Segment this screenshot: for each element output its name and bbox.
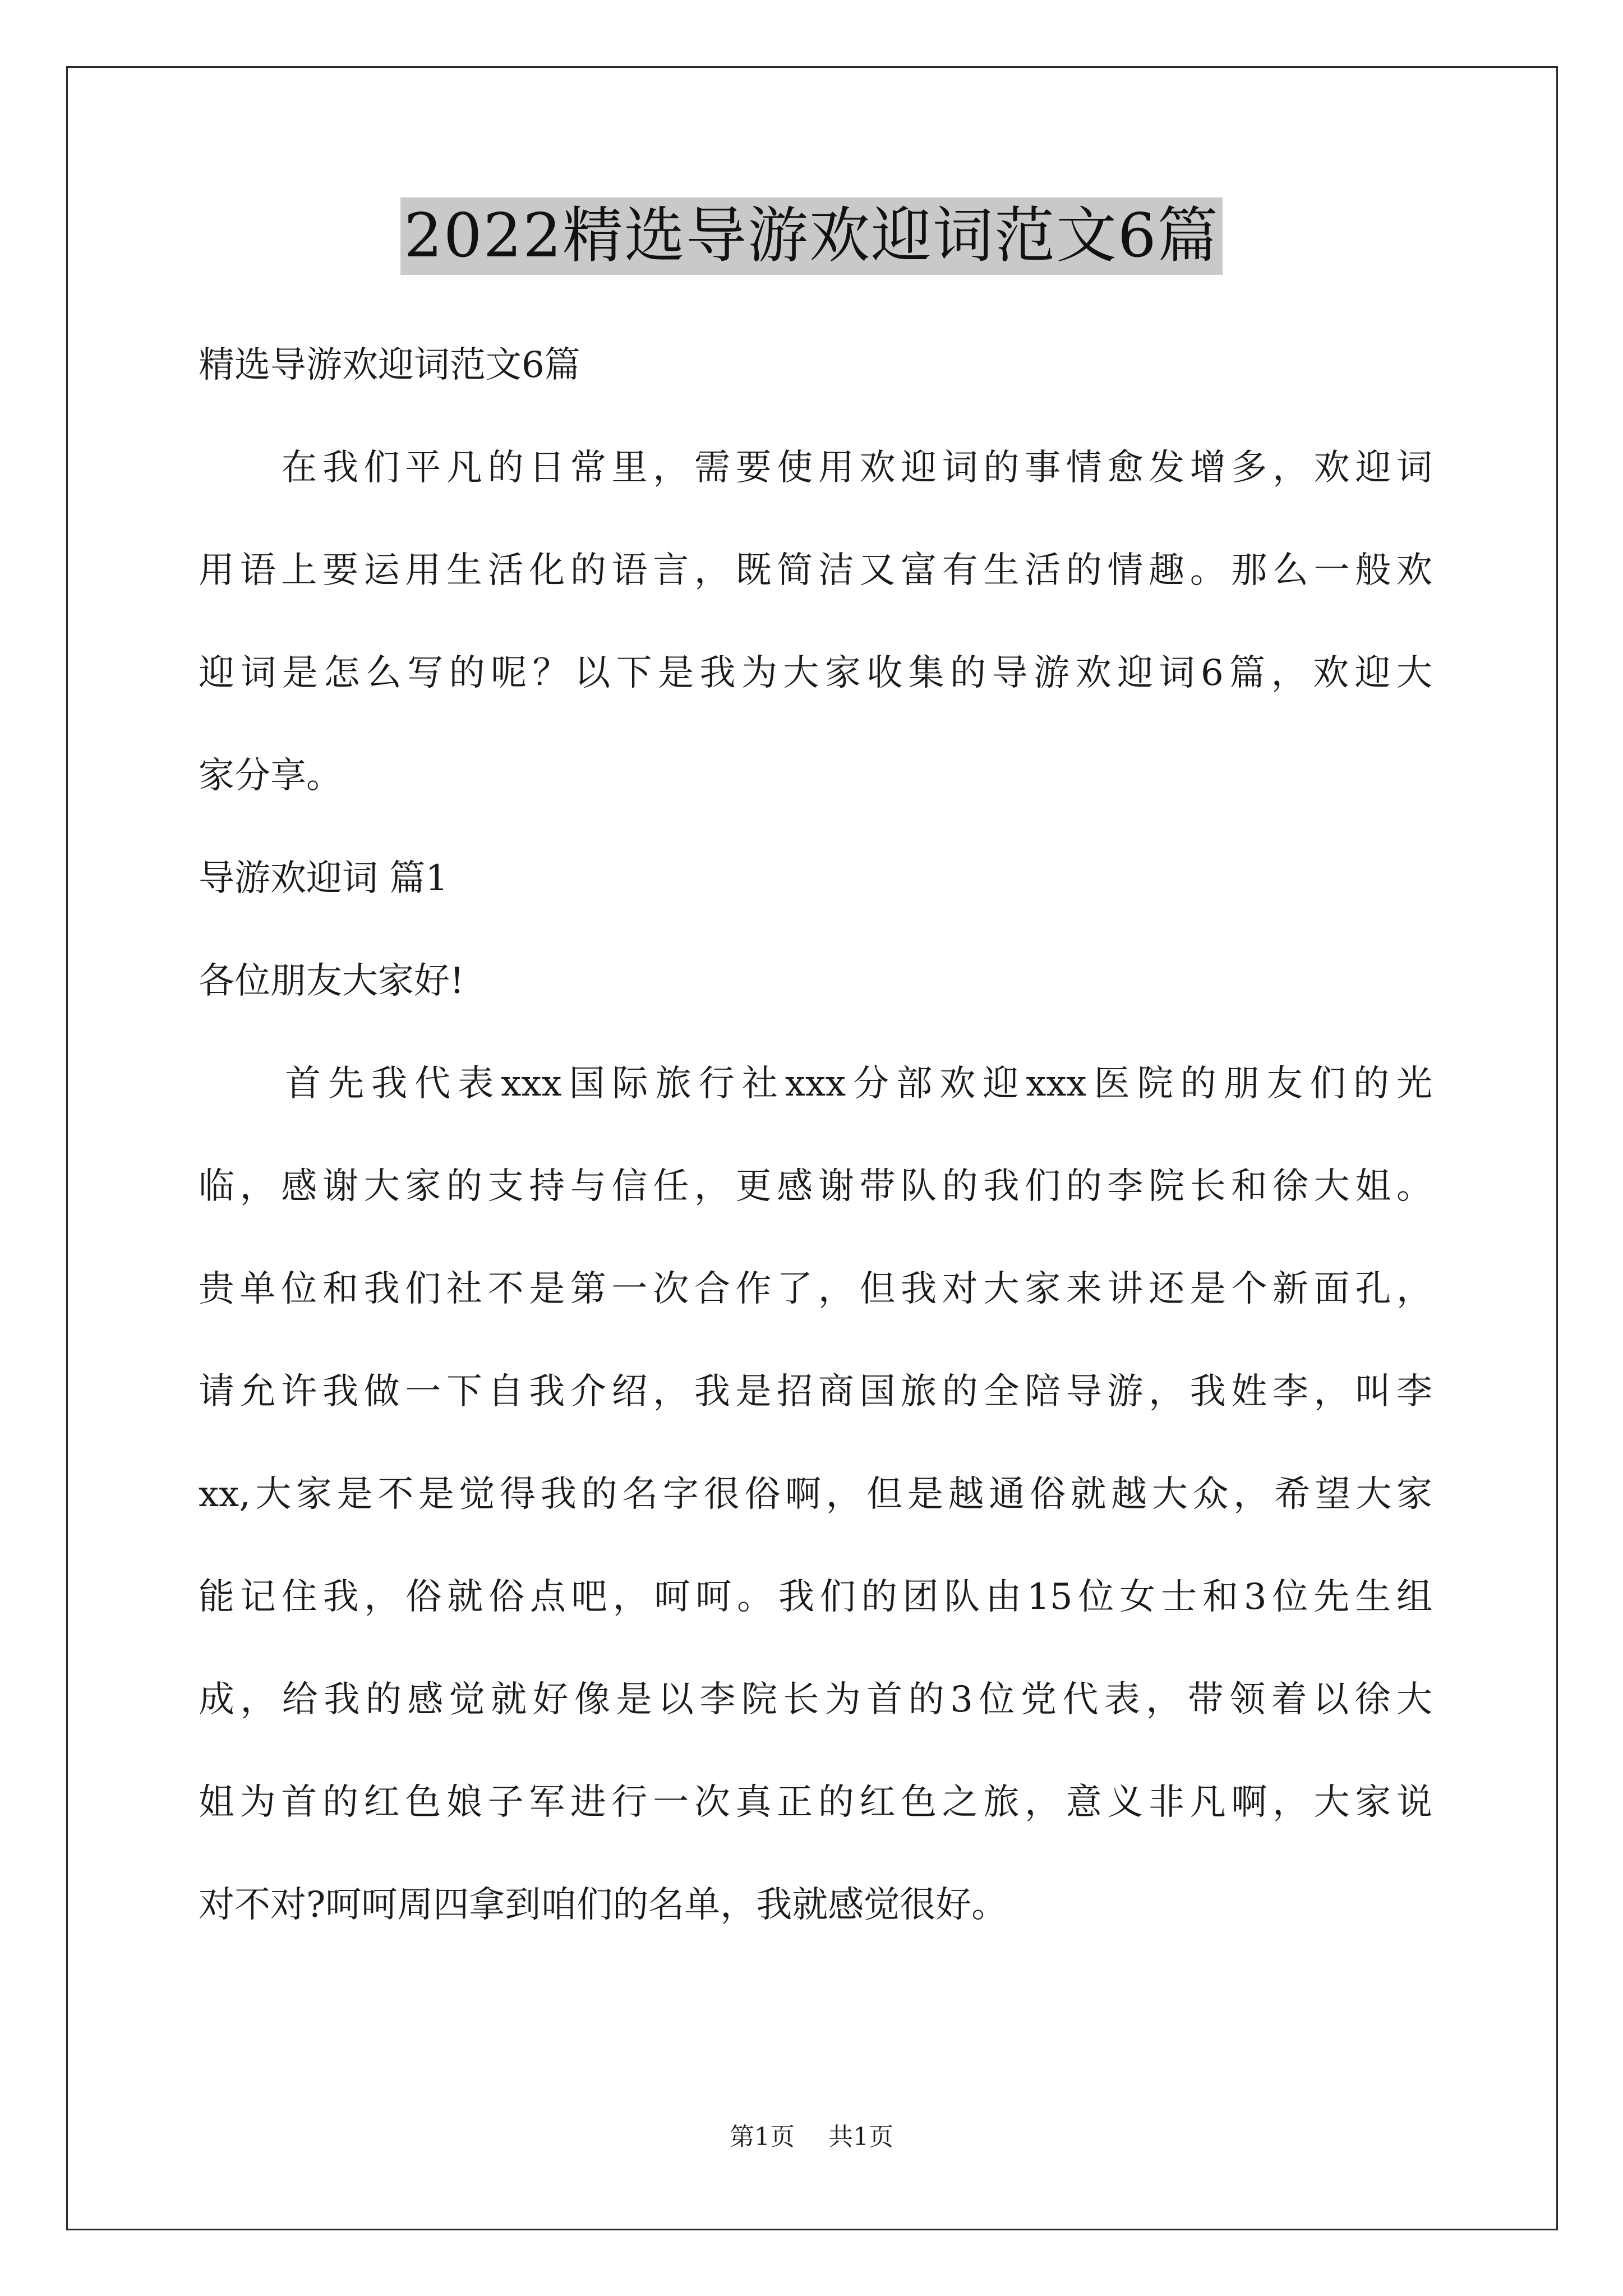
paragraph-line: 对不对?呵呵周四拿到咱们的名单，我就感觉很好。 <box>199 1884 1008 1926</box>
page-total: 共1页 <box>828 2123 893 2151</box>
paragraph-line: 迎词是怎么写的呢？以下是我为大家收集的导游欢迎词6篇，欢迎大 <box>199 652 1432 694</box>
subtitle-line: 精选导游欢迎词范文6篇 <box>199 344 580 386</box>
paragraph-line: 家分享。 <box>199 755 342 797</box>
paragraph-line: 在我们平凡的日常里，需要使用欢迎词的事情愈发增多，欢迎词 <box>199 447 1432 489</box>
document-body <box>199 314 1432 1957</box>
greeting-line: 各位朋友大家好! <box>199 960 464 1002</box>
title-container <box>0 197 1623 275</box>
paragraph-line: 贵单位和我们社不是第一次合作了，但我对大家来讲还是个新面孔， <box>199 1268 1432 1310</box>
paragraph-line: 首先我代表xxx国际旅行社xxx分部欢迎xxx医院的朋友们的光 <box>199 1063 1432 1105</box>
paragraph-line: 成，给我的感觉就好像是以李院长为首的3位党代表，带领着以徐大 <box>199 1679 1432 1720</box>
page-number: 第1页 <box>730 2123 795 2151</box>
document-title: 2022精选导游欢迎词范文6篇 <box>400 197 1223 275</box>
paragraph-line: 请允许我做一下自我介绍，我是招商国旅的全陪导游，我姓李，叫李 <box>199 1371 1432 1412</box>
section-heading: 导游欢迎词 篇1 <box>199 858 449 899</box>
paragraph-line: 临，感谢大家的支持与信任，更感谢带队的我们的李院长和徐大姐。 <box>199 1166 1432 1207</box>
paragraph-line: 能记住我，俗就俗点吧，呵呵。我们的团队由15位女士和3位先生组 <box>199 1576 1432 1618</box>
page-footer <box>0 2120 1623 2154</box>
paragraph-line: 用语上要运用生活化的语言，既简洁又富有生活的情趣。那么一般欢 <box>199 550 1432 591</box>
paragraph-line: 姐为首的红色娘子军进行一次真正的红色之旅，意义非凡啊，大家说 <box>199 1782 1432 1823</box>
paragraph-line: xx,大家是不是觉得我的名字很俗啊，但是越通俗就越大众，希望大家 <box>199 1474 1432 1515</box>
